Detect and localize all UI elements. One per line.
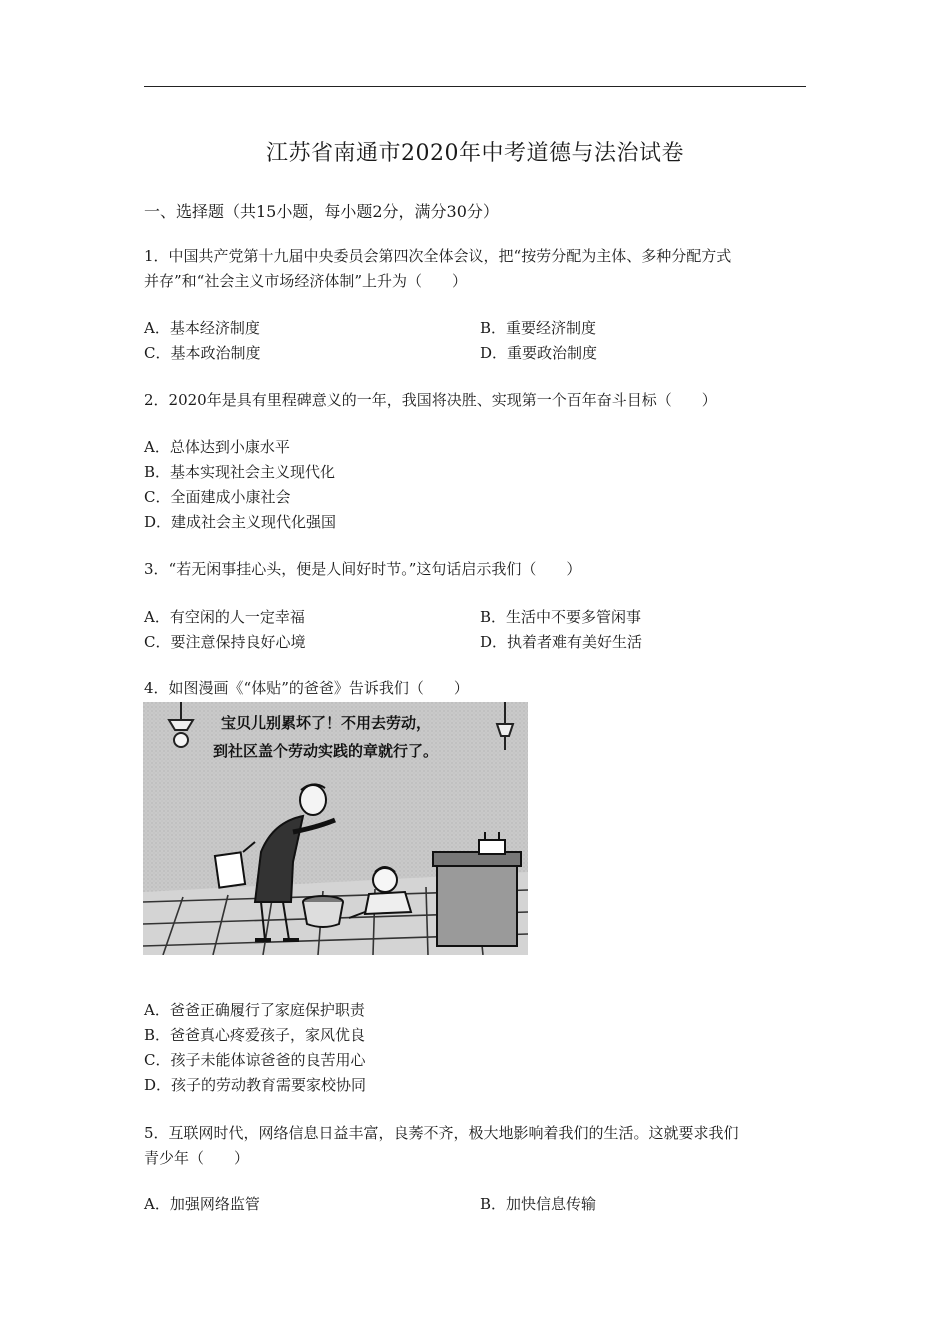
cartoon-illustration <box>143 702 528 955</box>
q3-option-b: B．生活中不要多管闲事 <box>480 608 642 626</box>
q3-option-c: C．要注意保持良好心境 <box>144 633 306 651</box>
q3-option-d: D．执着者难有美好生活 <box>480 633 643 651</box>
q2-option-d: D．建成社会主义现代化强国 <box>144 513 337 531</box>
q1-option-c: C．基本政治制度 <box>144 344 261 362</box>
q4-option-d: D．孩子的劳动教育需要家校协同 <box>144 1076 367 1094</box>
cartoon-speech-line1: 宝贝儿别累坏了！不用去劳动， <box>221 714 432 732</box>
q1-stem-line2: 并存”和“社会主义市场经济体制”上升为（ ） <box>144 272 468 290</box>
q1-option-b: B．重要经济制度 <box>480 319 597 337</box>
q5-stem-line2: 青少年（ ） <box>144 1149 250 1167</box>
section-heading: 一、选择题（共15小题，每小题2分，满分30分） <box>144 202 499 221</box>
q3-stem: 3．“若无闲事挂心头，便是人间好时节。”这句话启示我们（ ） <box>144 560 582 578</box>
q2-option-c: C．全面建成小康社会 <box>144 488 291 506</box>
q2-option-b: B．基本实现社会主义现代化 <box>144 463 336 481</box>
q4-stem: 4．如图漫画《“体贴”的爸爸》告诉我们（ ） <box>144 679 469 697</box>
q4-option-a: A．爸爸正确履行了家庭保护职责 <box>144 1001 365 1019</box>
q3-option-a: A．有空闲的人一定幸福 <box>144 608 305 626</box>
q2-option-a: A．总体达到小康水平 <box>144 438 290 456</box>
q5-option-a: A．加强网络监管 <box>144 1195 260 1213</box>
page-title: 江苏省南通市2020年中考道德与法治试卷 <box>266 141 684 166</box>
q5-stem-line1: 5．互联网时代，网络信息日益丰富，良莠不齐，极大地影响着我们的生活。这就要求我们 <box>144 1124 739 1142</box>
header-rule <box>144 86 806 87</box>
q5-option-b: B．加快信息传输 <box>480 1195 597 1213</box>
q2-stem: 2．2020年是具有里程碑意义的一年，我国将决胜、实现第一个百年奋斗目标（ ） <box>144 391 717 409</box>
q4-option-c: C．孩子未能体谅爸爸的良苦用心 <box>144 1051 366 1069</box>
q1-stem-line1: 1．中国共产党第十九届中央委员会第四次全体会议，把“按劳分配为主体、多种分配方式 <box>144 247 732 265</box>
q1-option-d: D．重要政治制度 <box>480 344 598 362</box>
q1-option-a: A．基本经济制度 <box>144 319 260 337</box>
q4-option-b: B．爸爸真心疼爱孩子，家风优良 <box>144 1026 366 1044</box>
cartoon-speech-line2: 到社区盖个劳动实践的章就行了。 <box>213 742 439 760</box>
